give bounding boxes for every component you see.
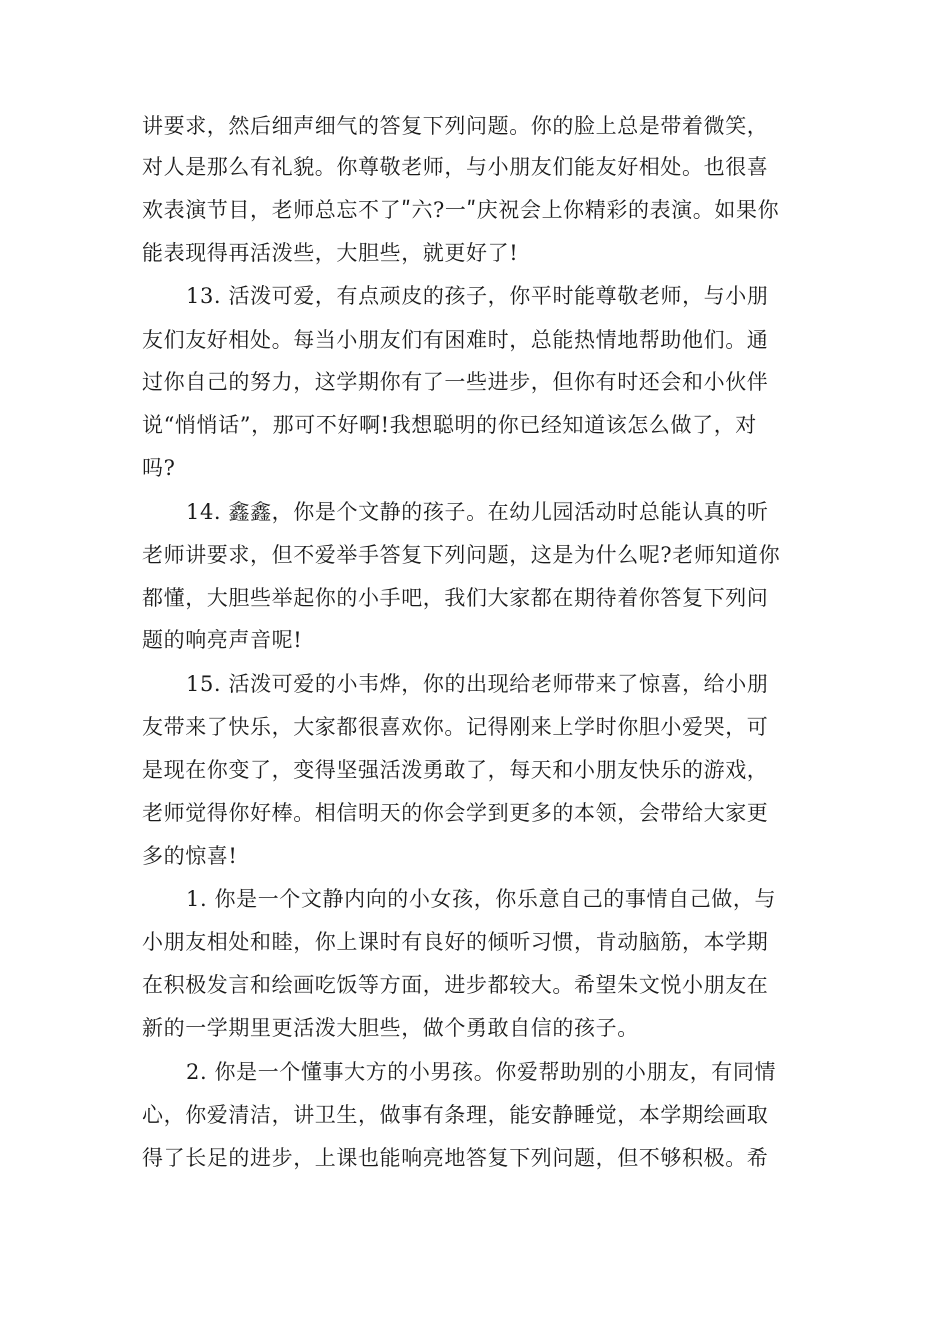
paragraph-1-line-2: 对人是那么有礼貌。你尊敬老师，与小朋友们能友好相处。也很喜 [142,155,769,179]
paragraph-1b-line-2: 小朋友相处和睦，你上课时有良好的倾听习惯，肯动脑筋，本学期 [142,930,769,954]
paragraph-13-line-3: 过你自己的努力，这学期你有了一些进步，但你有时还会和小伙伴 [142,370,769,394]
paragraph-13-line-5: 吗? [142,456,176,480]
paragraph-15-line-4: 老师觉得你好棒。相信明天的你会学到更多的本领，会带给大家更 [142,801,769,825]
paragraph-15-line-5: 多的惊喜! [142,844,238,868]
paragraph-13-line-1: 13. 活泼可爱，有点顽皮的孩子，你平时能尊敬老师，与小朋 [186,284,769,308]
paragraph-14-line-4: 题的响亮声音呢! [142,628,303,652]
paragraph-1b-line-1: 1. 你是一个文静内向的小女孩，你乐意自己的事情自己做，与 [186,887,777,911]
paragraph-1b-line-4: 新的一学期里更活泼大胆些，做个勇敢自信的孩子。 [142,1016,639,1040]
paragraph-1-line-3: 欢表演节目，老师总忘不了ʺ六?一ʺ庆祝会上你精彩的表演。如果你 [142,198,780,222]
paragraph-13-line-4: 说“悄悄话”，那可不好啊!我想聪明的你已经知道该怎么做了，对 [142,413,757,437]
paragraph-2-line-2: 心，你爱清洁，讲卫生，做事有条理，能安静睡觉，本学期绘画取 [142,1103,769,1127]
paragraph-15-line-1: 15. 活泼可爱的小韦烨，你的出现给老师带来了惊喜，给小朋 [186,672,769,696]
paragraph-15-line-2: 友带来了快乐，大家都很喜欢你。记得刚来上学时你胆小爱哭，可 [142,715,769,739]
paragraph-14-line-3: 都懂，大胆些举起你的小手吧，我们大家都在期待着你答复下列问 [142,586,769,610]
paragraph-2-line-3: 得了长足的进步，上课也能响亮地答复下列问题，但不够积极。希 [142,1146,769,1170]
paragraph-1b-line-3: 在积极发言和绘画吃饭等方面，进步都较大。希望朱文悦小朋友在 [142,973,769,997]
paragraph-14-line-1: 14. 鑫鑫，你是个文静的孩子。在幼儿园活动时总能认真的听 [186,500,769,524]
paragraph-14-line-2: 老师讲要求，但不爱举手答复下列问题，这是为什么呢?老师知道你 [142,543,781,567]
paragraph-13-line-2: 友们友好相处。每当小朋友们有困难时，总能热情地帮助他们。通 [142,328,769,352]
paragraph-1-line-1: 讲要求，然后细声细气的答复下列问题。你的脸上总是带着微笑， [142,114,769,138]
paragraph-2-line-1: 2. 你是一个懂事大方的小男孩。你爱帮助别的小朋友，有同情 [186,1060,777,1084]
paragraph-15-line-3: 是现在你变了，变得坚强活泼勇敢了，每天和小朋友快乐的游戏， [142,758,769,782]
paragraph-1-line-4: 能表现得再活泼些，大胆些，就更好了! [142,241,519,265]
